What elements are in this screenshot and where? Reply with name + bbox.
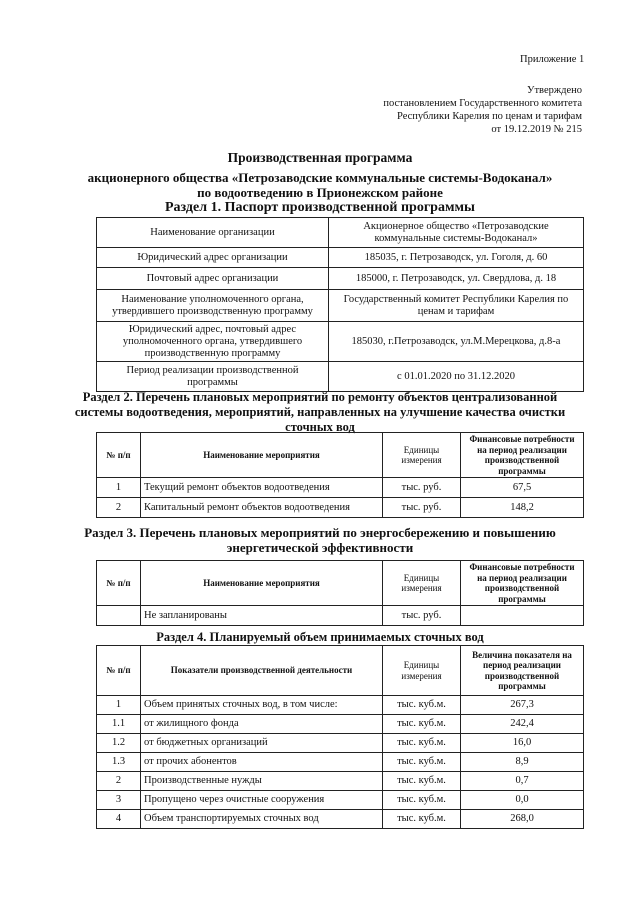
table-row [97,810,584,829]
row-unit: тыс. руб. [383,498,461,518]
row-name: от жилищного фонда [141,715,383,734]
row-num: 1.1 [97,715,141,734]
row-value: 242,4 [461,715,584,734]
passport-value: 185000, г. Петрозаводск, ул. Свердлова, д. 18 [329,268,584,290]
approval-line: постановлением Государственного комитета [383,98,582,109]
repair-measures-table [96,432,584,518]
row-num [97,606,141,626]
passport-value: с 01.01.2020 по 31.12.2020 [329,362,584,392]
passport-label: Наименование организации [97,218,329,248]
table-row [97,290,584,322]
passport-label: Юридический адрес организации [97,248,329,268]
section2-heading-line: сточных вод [285,420,355,434]
wastewater-volume-table [96,645,584,829]
passport-table [96,217,584,392]
col-header-fin: Финансовые потребности на период реализации производственной программы [461,561,584,606]
approval-block [383,84,582,136]
row-num: 3 [97,791,141,810]
row-name: от бюджетных организаций [141,734,383,753]
approval-line: Утверждено [527,85,582,96]
passport-value: Акционерное общество «Петрозаводские коммунальные системы-Водоканал» [329,218,584,248]
col-header-num: № п/п [97,646,141,696]
table-row [97,498,584,518]
program-title: Производственная программа [227,150,413,165]
row-value: 8,9 [461,753,584,772]
col-header-num: № п/п [97,433,141,478]
row-value: 0,0 [461,791,584,810]
col-header-unit: Единицы измерения [383,646,461,696]
row-name: Капитальный ремонт объектов водоотведения [141,498,383,518]
row-unit: тыс. куб.м. [383,715,461,734]
row-name: от прочих абонентов [141,753,383,772]
row-num: 1.2 [97,734,141,753]
row-num: 2 [97,772,141,791]
table-row [97,606,584,626]
table-header-row [97,561,584,606]
passport-value: 185035, г. Петрозаводск, ул. Гоголя, д. 60 [329,248,584,268]
row-name: Текущий ремонт объектов водоотведения [141,478,383,498]
row-unit: тыс. куб.м. [383,772,461,791]
energy-measures-table [96,560,584,626]
program-subtitle-line: по водоотведению в Прионежском районе [197,185,443,200]
row-unit: тыс. руб. [383,478,461,498]
passport-value: 185030, г.Петрозаводск, ул.М.Мерецкова, д.8-а [329,322,584,362]
col-header-unit: Единицы измерения [383,561,461,606]
row-name: Производственные нужды [141,772,383,791]
row-unit: тыс. руб. [383,606,461,626]
program-subtitle-line: акционерного общества «Петрозаводские коммунальные системы-Водоканал» [87,170,553,185]
row-num: 1 [97,478,141,498]
row-unit: тыс. куб.м. [383,753,461,772]
section2-heading [0,390,640,435]
row-value: 16,0 [461,734,584,753]
approval-line: Республики Карелия по ценам и тарифам [397,111,582,122]
col-header-name: Наименование мероприятия [141,561,383,606]
row-name: Пропущено через очистные сооружения [141,791,383,810]
row-num: 1.3 [97,753,141,772]
table-row [97,696,584,715]
row-value [461,606,584,626]
row-name: Объем транспортируемых сточных вод [141,810,383,829]
table-header-row [97,646,584,696]
passport-label: Юридический адрес, почтовый адрес уполномоченного органа, утвердившего производственную программу [97,322,329,362]
table-row [97,268,584,290]
table-row [97,478,584,498]
col-header-name: Показатели производственной деятельности [141,646,383,696]
row-name: Объем принятых сточных вод, в том числе: [141,696,383,715]
table-row [97,322,584,362]
table-row [97,734,584,753]
table-row [97,248,584,268]
col-header-fin: Финансовые потребности на период реализации производственной программы [461,433,584,478]
row-value: 268,0 [461,810,584,829]
section3-heading-line: Раздел 3. Перечень плановых мероприятий по энергосбережению и повышению [84,525,556,540]
program-subtitle [0,170,640,200]
passport-label: Период реализации производственной программы [97,362,329,392]
row-value: 267,3 [461,696,584,715]
row-num: 4 [97,810,141,829]
row-value: 67,5 [461,478,584,498]
passport-value: Государственный комитет Республики Карелия по ценам и тарифам [329,290,584,322]
row-num: 1 [97,696,141,715]
section4-heading: Раздел 4. Планируемый объем принимаемых сточных вод [156,630,484,644]
passport-label: Почтовый адрес организации [97,268,329,290]
section1-heading: Раздел 1. Паспорт производственной программы [165,200,475,215]
row-name: Не запланированы [141,606,383,626]
table-row [97,772,584,791]
section2-heading-line: Раздел 2. Перечень плановых мероприятий по ремонту объектов централизованной [82,390,558,404]
row-unit: тыс. куб.м. [383,810,461,829]
row-value: 0,7 [461,772,584,791]
table-header-row [97,433,584,478]
row-unit: тыс. куб.м. [383,791,461,810]
table-row [97,753,584,772]
col-header-num: № п/п [97,561,141,606]
row-unit: тыс. куб.м. [383,696,461,715]
section2-heading-line: системы водоотведения, мероприятий, направленных на улучшение качества очистки [74,405,566,419]
section3-heading [0,525,640,555]
table-row [97,218,584,248]
col-header-name: Наименование мероприятия [141,433,383,478]
section3-heading-line: энергетической эффективности [226,540,414,555]
table-row [97,715,584,734]
col-header-value: Величина показателя на период реализации производственной программы [461,646,584,696]
row-value: 148,2 [461,498,584,518]
row-unit: тыс. куб.м. [383,734,461,753]
passport-label: Наименование уполномоченного органа, утвердившего производственную программу [97,290,329,322]
appendix-label: Приложение 1 [520,54,585,65]
table-row [97,362,584,392]
col-header-unit: Единицы измерения [383,433,461,478]
row-num: 2 [97,498,141,518]
table-row [97,791,584,810]
approval-line: от 19.12.2019 № 215 [491,124,582,135]
